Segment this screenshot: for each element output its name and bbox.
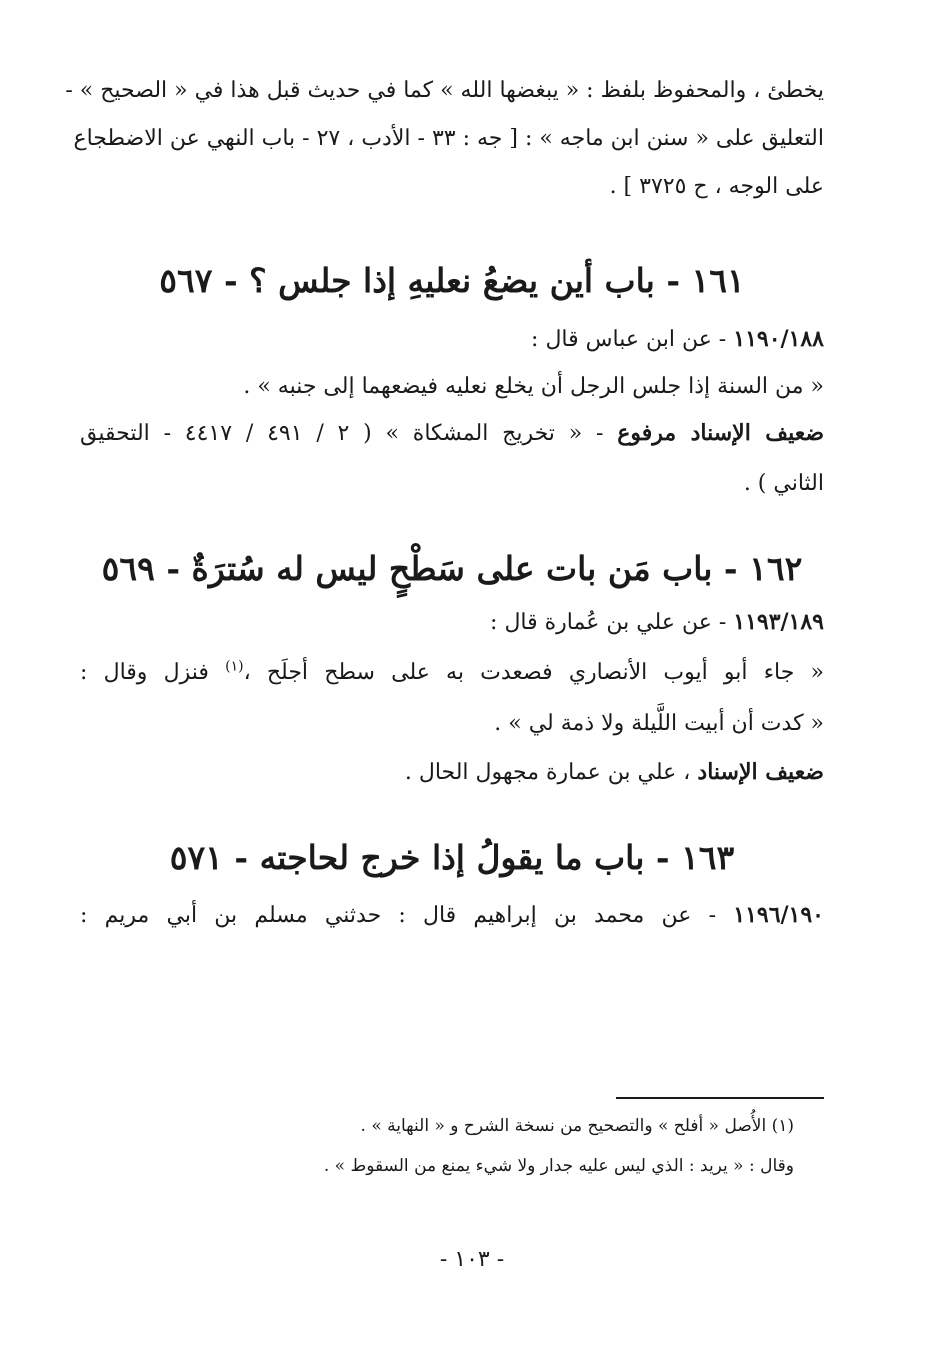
hadith-number: ١١٩٦/١٩٠ [733, 902, 824, 928]
hadith-text-188: « من السنة إذا جلس الرجل أن يخلع نعليه فيضعهما إلى جنبه » . [243, 374, 824, 399]
intro-line-2: التعليق على « سنن ابن ماجه » : [ جه : ٣٣ - الأدب ، ٢٧ - باب النهي عن الاضطجاع [73, 126, 824, 151]
hadith-grade-188 [80, 420, 824, 447]
hadith-intro: - عن محمد بن إبراهيم قال : حدثني مسلم بن أبي مريم : [80, 903, 734, 928]
grade-detail: ، علي بن عمارة مجهول الحال . [404, 760, 698, 785]
hadith-intro: - عن ابن عباس قال : [531, 327, 734, 352]
grade-label: ضعيف الإسناد [697, 759, 824, 785]
intro-line-3: على الوجه ، ح ٣٧٢٥ ] . [609, 174, 824, 199]
grade-label: ضعيف الإسناد مرفوع [617, 420, 825, 446]
chapter-heading-161: ١٦١ - باب أين يضعُ نعليهِ إذا جلس ؟ - ٥٦٧ [159, 261, 745, 300]
hadith-header-190 [80, 902, 824, 929]
chapter-heading-162: ١٦٢ - باب مَن بات على سَطْحٍ ليس له سُترَةٌ - ٥٦٩ [101, 549, 803, 588]
hadith-intro: - عن علي بن عُمارة قال : [490, 610, 734, 635]
hadith-header-188 [80, 326, 824, 353]
footnote-1-cont: وقال : « يريد : الذي ليس عليه جدار ولا شيء يمنع من السقوط » . [323, 1156, 794, 1176]
hadith-text-part: « جاء أبو أيوب الأنصاري فصعدت به على سطح أجلَح ، [243, 660, 825, 685]
intro-paragraph [65, 78, 824, 200]
hadith-grade-188-cont: الثاني ) . [743, 471, 824, 496]
footnotes [120, 1115, 794, 1177]
page-body [65, 78, 825, 929]
grade-detail: - « تخريج المشكاة » ( ٢ / ٤٩١ / ٤٤١٧ - التحقيق [80, 421, 618, 446]
footnote-ref: (١) [225, 658, 244, 675]
footnote-divider [616, 1097, 824, 1099]
chapter-heading-163: ١٦٣ - باب ما يقولُ إذا خرج لحاجته - ٥٧١ [169, 838, 735, 877]
page-number: - ١٠٣ - [439, 1247, 505, 1272]
hadith-header-189 [80, 609, 824, 636]
hadith-grade-189 [80, 759, 824, 786]
hadith-text-189-line2: « كدت أن أبيت اللَّيلة ولا ذمة لي » . [494, 711, 824, 736]
hadith-text-end: فنزل وقال : [80, 660, 226, 685]
hadith-number: ١١٩٠/١٨٨ [733, 326, 824, 352]
footnote-1: (١) الأُصل « أفلح » والتصحيح من نسخة الشرح و « النهاية » . [360, 1116, 794, 1136]
hadith-number: ١١٩٣/١٨٩ [733, 609, 824, 635]
hadith-text-189 [80, 660, 824, 686]
intro-line-1: يخطئ ، والمحفوظ بلفظ : « يبغضها الله » كما في حديث قبل هذا في « الصحيح » - [65, 78, 824, 103]
